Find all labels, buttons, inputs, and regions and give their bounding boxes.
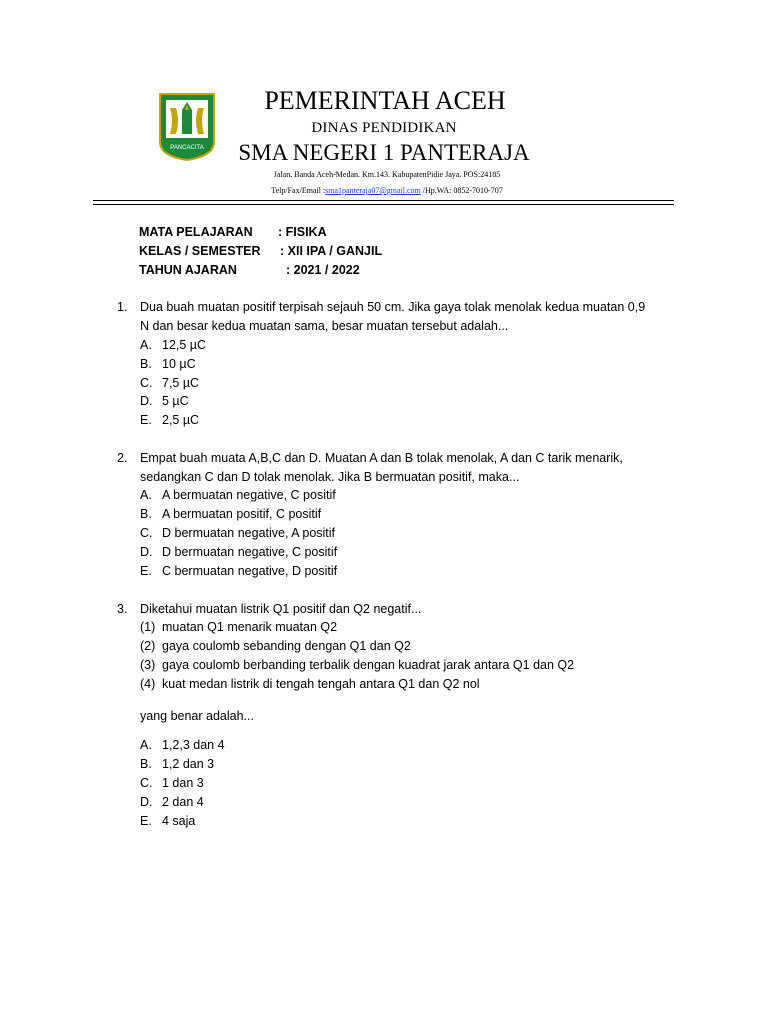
question-number: 2. (117, 451, 128, 465)
option-letter: A. (140, 338, 152, 352)
email-link[interactable]: sma1panteraja07@gmail.com (325, 186, 421, 195)
meta-value: : XII IPA / GANJIL (280, 244, 383, 258)
header-department: DINAS PENDIDIKAN (311, 120, 457, 136)
option-letter: A. (140, 738, 152, 752)
meta-value: : 2021 / 2022 (286, 263, 360, 277)
header-contact (3, 186, 768, 195)
option-text: 1,2,3 dan 4 (162, 738, 225, 752)
question-prompt: yang benar adalah... (140, 709, 254, 723)
option-text: 1 dan 3 (162, 776, 204, 790)
question-text: Empat buah muata A,B,C dan D. Muatan A dan B tolak menolak, A dan C tarik menarik, (140, 451, 623, 465)
statement-number: (3) (140, 658, 156, 672)
option-letter: C. (140, 376, 153, 390)
option-letter: C. (140, 526, 153, 540)
statement-text: kuat medan listrik di tengah tengah antara Q1 dan Q2 nol (162, 677, 480, 691)
meta-label: KELAS / SEMESTER (139, 244, 261, 258)
option-letter: E. (140, 413, 152, 427)
statement-text: gaya coulomb sebanding dengan Q1 dan Q2 (162, 639, 411, 653)
option-text: 1,2 dan 3 (162, 757, 215, 771)
header-divider (93, 200, 674, 201)
option-letter: D. (140, 545, 153, 559)
option-letter: D. (140, 795, 153, 809)
statement-text: muatan Q1 menarik muatan Q2 (162, 620, 338, 634)
option-letter: B. (140, 507, 152, 521)
option-text: 2 dan 4 (162, 795, 204, 809)
statement-number: (2) (140, 639, 156, 653)
question-text: sedangkan C dan D tolak menolak. Jika B bermuatan positif, maka... (140, 470, 520, 484)
question-number: 1. (117, 300, 128, 314)
statement-text: gaya coulomb berbanding terbalik dengan kuadrat jarak antara Q1 dan Q2 (162, 658, 575, 672)
header-address: Jalan. Banda Aceh-Medan. Km.143. KabupatenPidie Jaya. POS:24185 (273, 170, 501, 179)
option-letter: B. (140, 357, 152, 371)
option-letter: D. (140, 394, 153, 408)
header-school-name: SMA NEGERI 1 PANTERAJA (238, 140, 530, 165)
option-letter: E. (140, 564, 152, 578)
meta-value: : FISIKA (278, 225, 327, 239)
option-letter: A. (140, 488, 152, 502)
option-text: C bermuatan negative, D positif (162, 564, 338, 578)
option-text: 12,5 µC (162, 338, 207, 352)
statement-number: (1) (140, 620, 156, 634)
question-text: Dua buah muatan positif terpisah sejauh 50 cm. Jika gaya tolak menolak kedua muatan 0,9 (140, 300, 646, 314)
contact-prefix: Telp/Fax/Email : (271, 186, 326, 195)
option-text: D bermuatan negative, C positif (162, 545, 338, 559)
option-text: 10 µC (162, 357, 196, 371)
meta-label: TAHUN AJARAN (139, 263, 237, 277)
statement-number: (4) (140, 677, 156, 691)
option-text: 2,5 µC (162, 413, 200, 427)
option-letter: E. (140, 814, 152, 828)
option-letter: B. (140, 757, 152, 771)
option-text: 4 saja (162, 814, 196, 828)
question-text: N dan besar kedua muatan sama, besar muatan tersebut adalah... (140, 319, 509, 333)
header-government: PEMERINTAH ACEH (264, 86, 506, 115)
option-text: 7,5 µC (162, 376, 200, 390)
question-text: Diketahui muatan listrik Q1 positif dan Q2 negatif... (140, 602, 422, 616)
question-number: 3. (117, 602, 128, 616)
option-text: D bermuatan negative, A positif (162, 526, 336, 540)
option-text: A bermuatan positif, C positif (162, 507, 322, 521)
meta-label: MATA PELAJARAN (139, 225, 253, 239)
option-text: A bermuatan negative, C positif (162, 488, 336, 502)
option-text: 5 µC (162, 394, 189, 408)
contact-suffix: /Hp.WA: 0852-7010-707 (420, 186, 503, 195)
option-letter: C. (140, 776, 153, 790)
header-divider-thin (93, 204, 674, 205)
logo-text: PANCACITA (170, 145, 204, 151)
